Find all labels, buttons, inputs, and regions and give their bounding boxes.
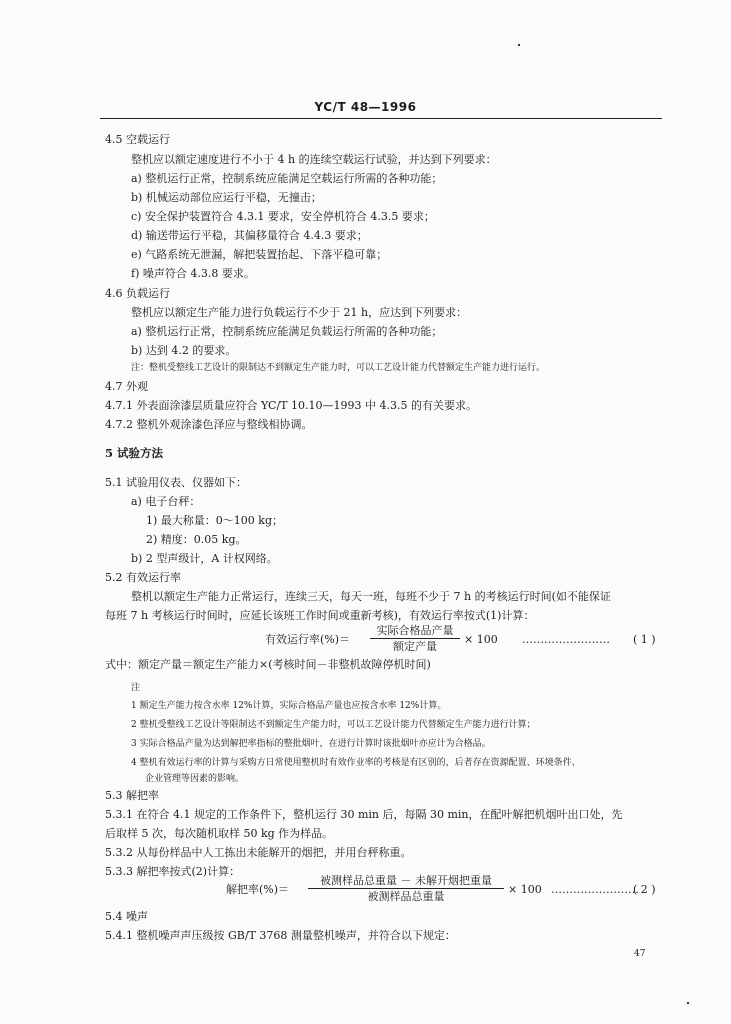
scan-speck: [687, 1002, 689, 1004]
formula-2-numerator: 被测样品总重量 － 未解开烟把重量: [308, 874, 504, 889]
page-number: 47: [634, 949, 646, 959]
formula-2-dots: ……………………: [551, 883, 639, 896]
formula-2-number: ( 2 ): [633, 883, 656, 896]
formula-1-number: ( 1 ): [633, 633, 656, 646]
sec-5-1-a1: 1) 最大称量：0～100 kg；: [146, 514, 283, 527]
sec-5-2-note-3: 3 实际合格品产量为达到解把率指标的整批烟叶，在进行计算时该批烟叶亦应计为合格品。: [131, 739, 491, 749]
sec-5-3-1-line2: 后取样 5 次，每次随机取样 50 kg 作为样品。: [105, 827, 334, 840]
sec-4-5-item-a: a) 整机运行正常，控制系统应能满足空载运行所需的各种功能；: [131, 172, 443, 185]
sec-4-6-intro: 整机应以额定生产能力进行负载运行不少于 21 h，应达到下列要求：: [131, 306, 468, 319]
sec-5-2-note-2: 2 整机受整线工艺设计等限制达不到额定生产能力时，可以工艺设计能力代替额定生产能力进行计算；: [131, 720, 536, 730]
formula-2-fraction: [308, 874, 504, 903]
formula-1-numerator: 实际合格品产量: [370, 624, 460, 639]
sec-5-1-a: a) 电子台秤：: [131, 495, 201, 508]
standard-code-header: YC/T 48—1996: [314, 100, 417, 114]
sec-5-2-note-label: 注: [131, 683, 141, 693]
sec-4-7-heading: 4.7 外观: [105, 380, 148, 393]
formula-2-rhs: × 100: [508, 883, 542, 896]
sec-4-6-item-a: a) 整机运行正常，控制系统应能满足负载运行所需的各种功能；: [131, 325, 443, 338]
sec-4-6-note: 注：整机受整线工艺设计的限制达不到额定生产能力时，可以工艺设计能力代替额定生产能力进行运行。: [131, 363, 546, 373]
sec-5-2-note-4-cont: 企业管理等因素的影响。: [145, 774, 245, 784]
sec-5-1-a2: 2) 精度：0.05 kg。: [146, 533, 247, 546]
formula-1-denominator: 额定产量: [393, 640, 437, 653]
sec-5-4-heading: 5.4 噪声: [105, 910, 148, 923]
sec-4-6-item-b: b) 达到 4.2 的要求。: [131, 344, 237, 357]
sec-5-3-1-line1: 5.3.1 在符合 4.1 规定的工作条件下，整机运行 30 min 后，每隔 30 min，在配叶解把机烟叶出口处，先: [105, 808, 623, 821]
sec-5-2-note-1: 1 额定生产能力按含水率 12%计算，实际合格品产量也应按含水率 12%计算。: [131, 701, 447, 711]
sec-5-2-p1: 整机以额定生产能力正常运行，连续三天，每天一班，每班不少于 7 h 的考核运行时间(如不能保证: [131, 590, 611, 603]
formula-2-lhs: 解把率(%)＝: [226, 883, 290, 896]
formula-1-fraction: [370, 624, 460, 653]
sec-5-1-intro: 5.1 试验用仪表、仪器如下：: [105, 476, 247, 489]
formula-1-lhs: 有效运行率(%)＝: [265, 633, 351, 646]
sec-5-heading: 5 试验方法: [105, 446, 164, 460]
sec-5-3-2: 5.3.2 从每份样品中人工拣出未能解开的烟把，并用台秤称重。: [105, 846, 412, 859]
formula-1-rhs: × 100: [464, 633, 498, 646]
formula-2-denominator: 被测样品总重量: [367, 890, 445, 903]
sec-5-2-where: 式中：额定产量＝额定生产能力×(考核时间－非整机故障停机时间): [105, 658, 431, 671]
sec-5-4-1: 5.4.1 整机噪声声压级按 GB/T 3768 测量整机噪声，并符合以下规定：: [105, 929, 456, 942]
sec-4-5-item-d: d) 输送带运行平稳，其偏移量符合 4.4.3 要求；: [131, 229, 368, 242]
sec-4-5-item-c: c) 安全保护装置符合 4.3.1 要求，安全停机符合 4.3.5 要求；: [131, 210, 435, 223]
sec-4-6-heading: 4.6 负载运行: [105, 287, 170, 300]
sec-5-2-heading: 5.2 有效运行率: [105, 571, 181, 584]
sec-4-5-heading: 4.5 空载运行: [105, 133, 170, 146]
header-rule: [100, 118, 662, 119]
formula-1-dots: ……………………: [522, 633, 610, 646]
sec-5-1-b: b) 2 型声级计，A 计权网络。: [131, 552, 278, 565]
sec-4-5-intro: 整机应以额定速度进行不小于 4 h 的连续空载运行试验，并达到下列要求：: [131, 153, 497, 166]
sec-4-7-1: 4.7.1 外表面涂漆层质量应符合 YC/T 10.10—1993 中 4.3.5 的有关要求。: [105, 399, 477, 412]
sec-5-2-note-4: 4 整机有效运行率的计算与采购方日常使用整机时有效作业率的考核是有区别的，后者存在资源配置、环境条件、: [131, 758, 581, 768]
sec-5-3-3: 5.3.3 解把率按式(2)计算：: [105, 865, 241, 878]
sec-4-5-item-b: b) 机械运动部位应运行平稳，无撞击；: [131, 191, 322, 204]
sec-4-7-2: 4.7.2 整机外观涂漆色泽应与整线相协调。: [105, 418, 313, 431]
sec-4-5-item-f: f) 噪声符合 4.3.8 要求。: [131, 267, 255, 280]
sec-5-2-p2: 每班 7 h 考核运行时间时，应延长该班工作时间或重新考核)，有效运行率按式(1)计算：: [105, 609, 535, 622]
sec-5-3-heading: 5.3 解把率: [105, 789, 159, 802]
sec-4-5-item-e: e) 气路系统无泄漏，解把装置抬起、下落平稳可靠；: [131, 248, 388, 261]
scan-speck: [518, 44, 520, 46]
